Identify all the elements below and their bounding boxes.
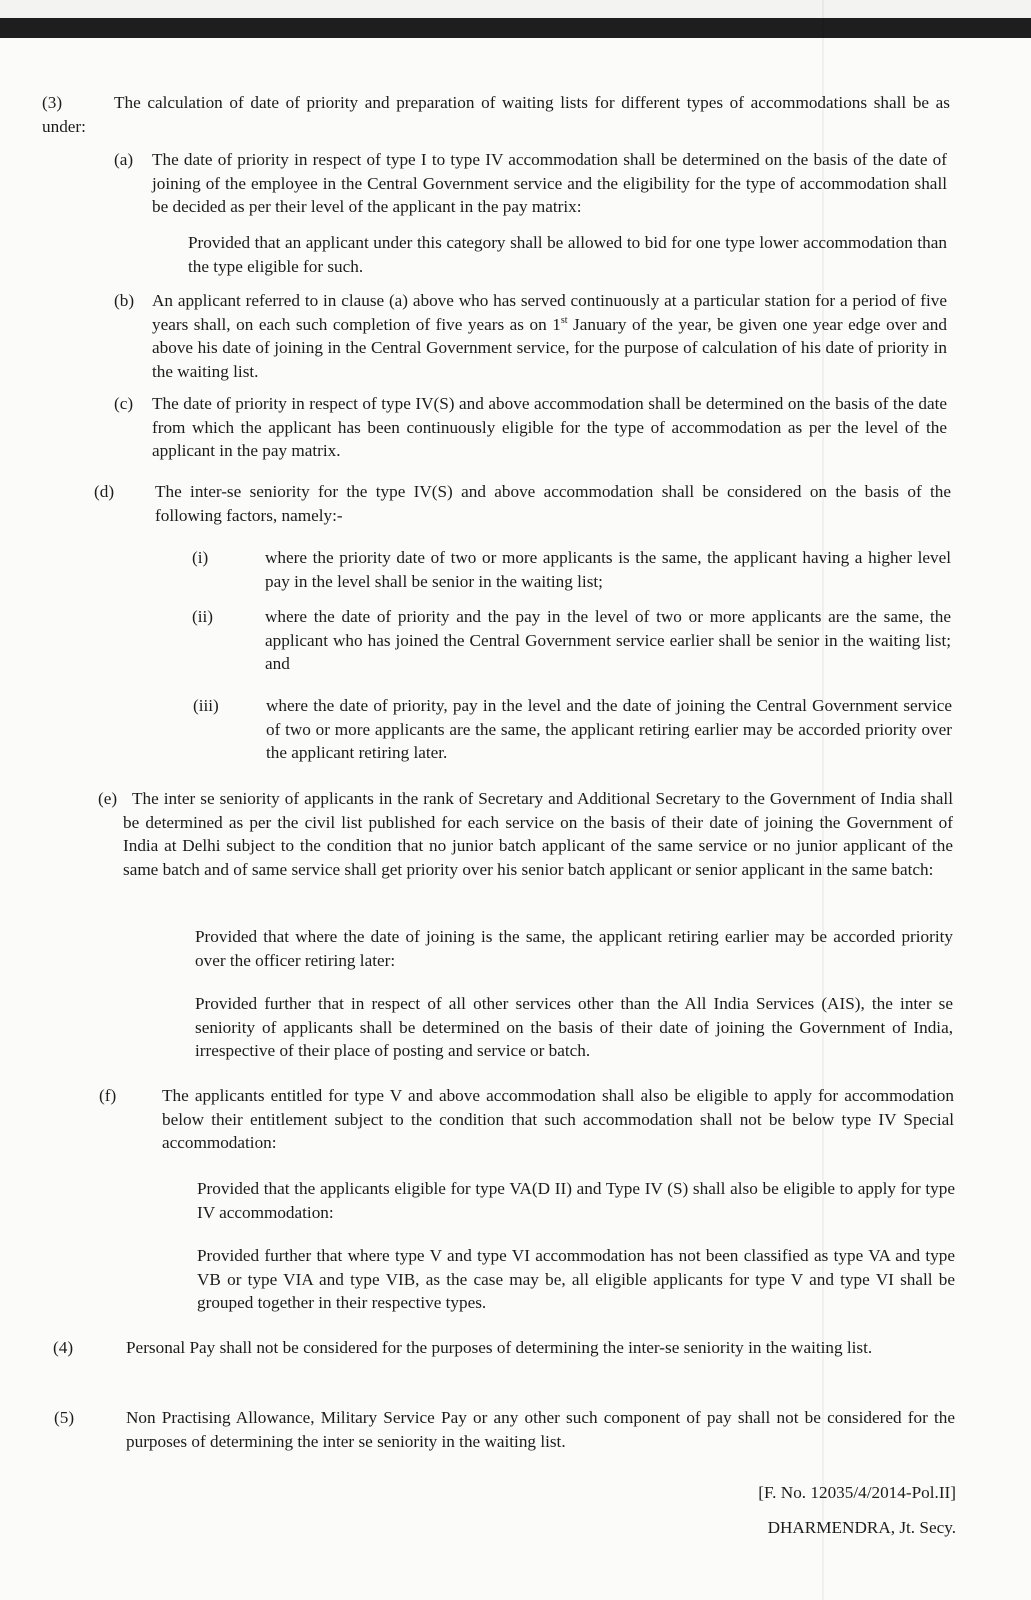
clause-b-superscript: st (560, 314, 568, 326)
clause-5-text: Non Practising Allowance, Military Service Pay or any other such component of pay shall not be considered for the purposes of determining the inter se seniority in the waiting list. (126, 1408, 955, 1451)
clause-d-item-i-label: (i) (192, 548, 209, 567)
clause-d-item-ii-label: (ii) (192, 607, 213, 626)
clause-b-label: (b) (114, 291, 135, 310)
clause-e-label: (e) (98, 789, 118, 808)
clause-3-text: The calculation of date of priority and preparation of waiting lists for different types of accommodations shall be as under: (42, 93, 950, 136)
file-number: [F. No. 12035/4/2014-Pol.II] (758, 1483, 956, 1502)
clause-a-label: (a) (114, 150, 134, 169)
clause-f-text: The applicants entitled for type V and above accommodation shall also be eligible to apply for accommodation below their entitlement subject to the condition that such accommodation shall not be below type IV Special accommodation: (162, 1086, 954, 1152)
clause-d-label: (d) (94, 482, 115, 501)
clause-d-item-ii-text: where the date of priority and the pay in the level of two or more applicants are the same, the applicant who has joined the Central Government service earlier shall be senior in the waiting list; and (265, 607, 951, 673)
clause-d-item-i-text: where the priority date of two or more applicants is the same, the applicant having a higher level pay in the level shall be senior in the waiting list; (265, 548, 951, 591)
clause-a-proviso: Provided that an applicant under this category shall be allowed to bid for one type lower accommodation than the type eligible for such. (188, 233, 947, 276)
clause-4-text: Personal Pay shall not be considered for the purposes of determining the inter-se seniority in the waiting list. (126, 1338, 873, 1357)
scan-top-bar (0, 18, 1031, 38)
clause-e-text: The inter se seniority of applicants in the rank of Secretary and Additional Secretary to the Government of India shall be determined as per the civil list published for each service on the basis of their date of joining the Government of India at Delhi subject to the condition that no junior batch applicant of the same service or no junior applicant of the same batch and of same service shall get priority over his senior batch applicant or senior applicant in the same batch: (123, 789, 953, 879)
clause-b-text (152, 289, 947, 383)
clause-d-item-iii-label: (iii) (193, 696, 219, 715)
signatory: DHARMENDRA, Jt. Secy. (767, 1518, 956, 1537)
clause-d-item-iii-text: where the date of priority, pay in the level and the date of joining the Central Government service of two or more applicants are the same, the applicant retiring earlier may be accorded priority over the applicant retiring later. (266, 696, 952, 762)
clause-5-label: (5) (54, 1408, 75, 1427)
clause-f-proviso-2: Provided further that where type V and type VI accommodation has not been classified as type VA and type VB or type VIA and type VIB, as the case may be, all eligible applicants for type V and type VI shall be grouped together in their respective types. (197, 1246, 955, 1312)
clause-b-text-part1: An applicant referred to in clause (a) above who has served continuously at a particular station for a period of five years shall, on each such completion of five years as on 1 (152, 291, 947, 334)
clause-c-label: (c) (114, 394, 134, 413)
clause-3-label: (3) (42, 93, 63, 112)
clause-4-label: (4) (53, 1338, 74, 1357)
scan-top-strip (0, 0, 1031, 18)
clause-d-text: The inter-se seniority for the type IV(S) and above accommodation shall be considered on the basis of the following factors, namely:- (155, 482, 951, 525)
clause-f-label: (f) (99, 1086, 117, 1105)
clause-e-proviso-1: Provided that where the date of joining is the same, the applicant retiring earlier may be accorded priority over the officer retiring later: (195, 927, 953, 970)
clause-c-text: The date of priority in respect of type IV(S) and above accommodation shall be determined on the basis of the date from which the applicant has been continuously eligible for the type of accommodation as per the level of the applicant in the pay matrix. (152, 394, 947, 460)
clause-b-text-part2: January of the year, be given one year edge over and above his date of joining in the Central Government service, for the purpose of calculation of his date of priority in the waiting list. (152, 314, 947, 381)
clause-f-proviso-1: Provided that the applicants eligible for type VA(D II) and Type IV (S) shall also be eligible to apply for type IV accommodation: (197, 1179, 955, 1222)
clause-e-proviso-2: Provided further that in respect of all other services other than the All India Services (AIS), the inter se seniority of applicants shall be determined on the basis of their date of joining the Government of India, irrespective of their place of posting and service or batch. (195, 994, 953, 1060)
clause-a-text: The date of priority in respect of type I to type IV accommodation shall be determined on the basis of the date of joining of the employee in the Central Government service and the eligibility for the type of accommodation shall be decided as per their level of the applicant in the pay matrix: (152, 150, 947, 216)
